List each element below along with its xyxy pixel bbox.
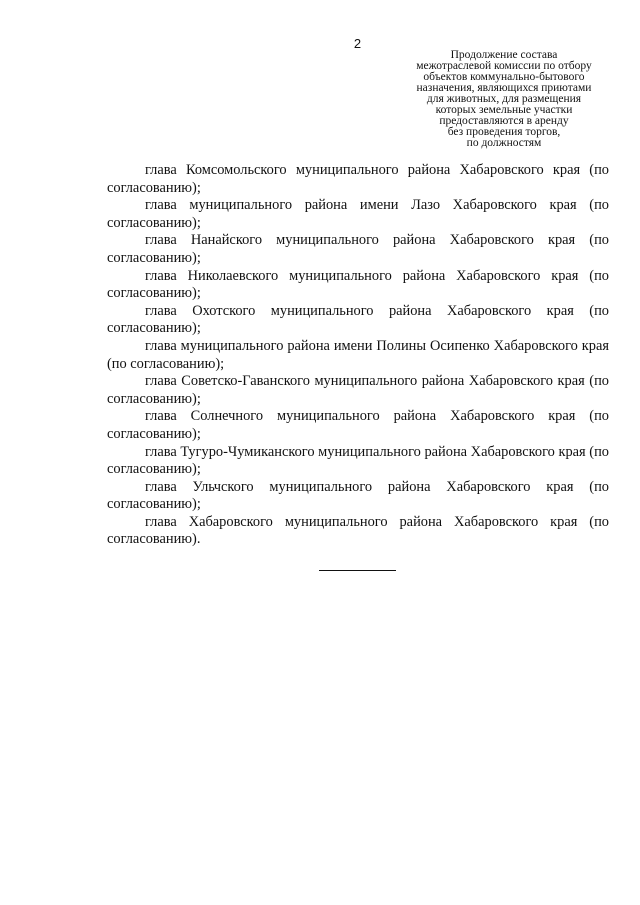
page-number: 2 bbox=[353, 36, 362, 51]
member-entry: глава муниципального района имени Лазо Хабаровского края (по согласованию); bbox=[107, 197, 609, 231]
header-line: назначения, являющихся приютами bbox=[416, 82, 592, 94]
header-line: которых земельные участки bbox=[435, 104, 573, 116]
member-entry: глава муниципального района имени Полины Осипенко Хабаровского края (по согласованию); bbox=[107, 337, 609, 372]
header-line: объектов коммунально-бытового bbox=[423, 71, 585, 83]
member-list bbox=[107, 162, 609, 549]
closing-divider bbox=[319, 570, 396, 571]
header-line: по должностям bbox=[466, 137, 542, 149]
member-entry: глава Советско-Гаванского муниципального района Хабаровского края (по согласованию); bbox=[107, 373, 609, 407]
header-block bbox=[390, 50, 618, 149]
member-entry: глава Николаевского муниципального района Хабаровского края (по согласованию); bbox=[107, 267, 609, 302]
header-line: Продолжение состава bbox=[450, 49, 558, 61]
header-line: предоставляются в аренду bbox=[439, 115, 569, 127]
header-line: межотраслевой комиссии по отбору bbox=[416, 60, 592, 72]
member-entry: глава Хабаровского муниципального района Хабаровского края (по согласованию). bbox=[107, 513, 609, 548]
member-entry: глава Нанайского муниципального района Хабаровского края (по согласованию); bbox=[107, 232, 609, 266]
member-entry: глава Солнечного муниципального района Хабаровского края (по согласованию); bbox=[107, 408, 609, 442]
member-entry: глава Комсомольского муниципального района Хабаровского края (по согласованию); bbox=[107, 162, 609, 196]
member-entry: глава Ульчского муниципального района Хабаровского края (по согласованию); bbox=[107, 478, 609, 513]
header-line: без проведения торгов, bbox=[447, 126, 561, 138]
member-entry: глава Тугуро-Чумиканского муниципального района Хабаровского края (по согласованию); bbox=[107, 443, 609, 478]
member-entry: глава Охотского муниципального района Хабаровского края (по согласованию); bbox=[107, 302, 609, 337]
header-line: для животных, для размещения bbox=[426, 93, 582, 105]
